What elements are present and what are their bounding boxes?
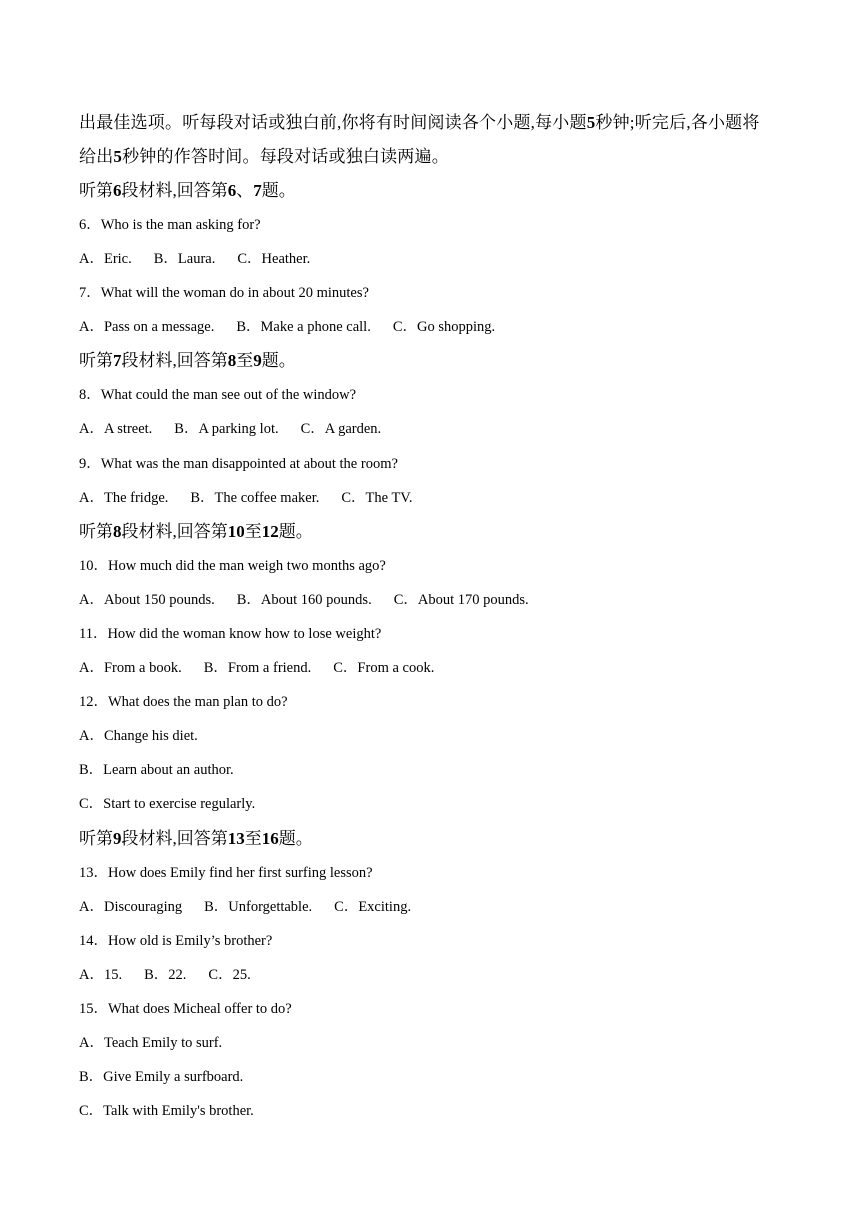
- section-text: 至: [244, 521, 262, 541]
- document-page: [79, 106, 799, 1128]
- section-text: 、: [236, 181, 254, 200]
- answer-option: B．Laura.: [153, 251, 216, 268]
- answer-options: [79, 310, 799, 344]
- instructions-paragraph: [79, 106, 799, 174]
- question-line: 10．How much did the man weigh two months ago?: [79, 557, 386, 574]
- question-line: B．Give Emily a surfboard.: [79, 1069, 244, 1086]
- instructions-text: 出最佳选项。听每段对话或独白前,你将有时间阅读各个小题,每小题: [79, 113, 587, 132]
- question-line: 8．What could the man see out of the window?: [79, 387, 357, 404]
- section-text: 段材料,回答第: [121, 351, 228, 371]
- section-text: 段材料,回答第: [121, 521, 228, 541]
- answer-option: B．From a friend.: [203, 660, 312, 677]
- section-number: 9: [113, 828, 122, 848]
- question-line: A．Teach Emily to surf.: [79, 1034, 223, 1051]
- answer-option: A．Eric.: [79, 251, 132, 268]
- section-heading: [79, 515, 799, 549]
- instructions-text: 秒钟的作答时间。每段对话或独白读两遍。: [122, 147, 449, 166]
- answer-option: C．From a cook.: [333, 660, 435, 677]
- instructions-text: 给出: [79, 147, 114, 166]
- answer-option: A．The fridge.: [79, 489, 169, 506]
- answer-option: C．About 170 pounds.: [393, 591, 529, 608]
- section-text: 题。: [278, 521, 313, 541]
- answer-option: C．Heather.: [237, 251, 311, 268]
- instructions-number: 5: [113, 147, 123, 166]
- section-number: 12: [261, 521, 279, 541]
- answer-option: B．Unforgettable.: [204, 898, 313, 915]
- answer-option: B．A parking lot.: [174, 421, 279, 438]
- question-line: C．Talk with Emily's brother.: [79, 1103, 254, 1120]
- question-line: 6．Who is the man asking for?: [79, 217, 261, 233]
- section-number: 16: [261, 828, 279, 848]
- answer-options: [79, 412, 799, 446]
- question-line: A．Change his diet.: [79, 728, 198, 745]
- section-number: 10: [227, 521, 245, 541]
- answer-option: B．About 160 pounds.: [236, 591, 372, 608]
- section-text: 段材料,回答第: [121, 181, 228, 200]
- section-text: 听第: [79, 521, 113, 541]
- answer-option: A．15.: [79, 966, 123, 983]
- question-line: 14．How old is Emily’s brother?: [79, 932, 273, 949]
- answer-option: C．Exciting.: [334, 898, 412, 915]
- answer-option: B．22.: [144, 966, 187, 983]
- answer-option: C．25.: [208, 966, 251, 983]
- section-text: 至: [244, 828, 262, 848]
- section-text: 题。: [261, 181, 296, 200]
- section-number: 7: [113, 351, 122, 371]
- section-text: 题。: [278, 828, 313, 848]
- answer-option: A．About 150 pounds.: [79, 591, 215, 608]
- answer-option: C．Go shopping.: [392, 319, 496, 336]
- section-number: 9: [253, 351, 262, 371]
- answer-option: A．Discouraging: [79, 898, 183, 915]
- question-line: 12．What does the man plan to do?: [79, 694, 288, 711]
- question-list: [79, 174, 799, 1128]
- answer-options: [79, 481, 799, 515]
- answer-options: [79, 958, 799, 992]
- answer-option: C．The TV.: [341, 489, 413, 506]
- question-line: 11．How did the woman know how to lose weight?: [79, 625, 382, 642]
- question-line: C．Start to exercise regularly.: [79, 796, 256, 813]
- section-number: 7: [253, 181, 262, 200]
- section-text: 至: [236, 351, 254, 371]
- answer-option: B．The coffee maker.: [190, 489, 320, 506]
- question-line: 13．How does Emily find her first surfing lesson?: [79, 864, 373, 881]
- section-number: 8: [113, 521, 122, 541]
- section-text: 题。: [261, 351, 296, 371]
- section-number: 13: [227, 828, 245, 848]
- section-text: 听第: [79, 181, 113, 200]
- question-line: 15．What does Micheal offer to do?: [79, 1000, 292, 1017]
- answer-options: [79, 890, 799, 924]
- section-heading: [79, 174, 799, 208]
- section-number: 6: [113, 181, 122, 200]
- answer-option: A．Pass on a message.: [79, 319, 215, 336]
- question-line: 7．What will the woman do in about 20 minutes?: [79, 285, 369, 302]
- answer-option: A．From a book.: [79, 660, 182, 677]
- section-text: 听第: [79, 351, 113, 371]
- answer-options: [79, 583, 799, 617]
- section-text: 段材料,回答第: [121, 828, 228, 848]
- question-line: B．Learn about an author.: [79, 762, 234, 779]
- answer-option: A．A street.: [79, 421, 153, 438]
- instructions-number: 5: [586, 113, 596, 132]
- section-heading: [79, 822, 799, 856]
- question-line: 9．What was the man disappointed at about the room?: [79, 455, 398, 472]
- answer-option: B．Make a phone call.: [236, 319, 371, 336]
- answer-option: C．A garden.: [300, 421, 382, 438]
- section-number: 6: [227, 181, 237, 200]
- answer-options: [79, 651, 799, 685]
- instructions-text: 秒钟;听完后,各小题将: [595, 113, 760, 132]
- section-text: 听第: [79, 828, 113, 848]
- section-number: 8: [227, 351, 237, 371]
- section-heading: [79, 344, 799, 378]
- answer-options: [79, 242, 799, 276]
